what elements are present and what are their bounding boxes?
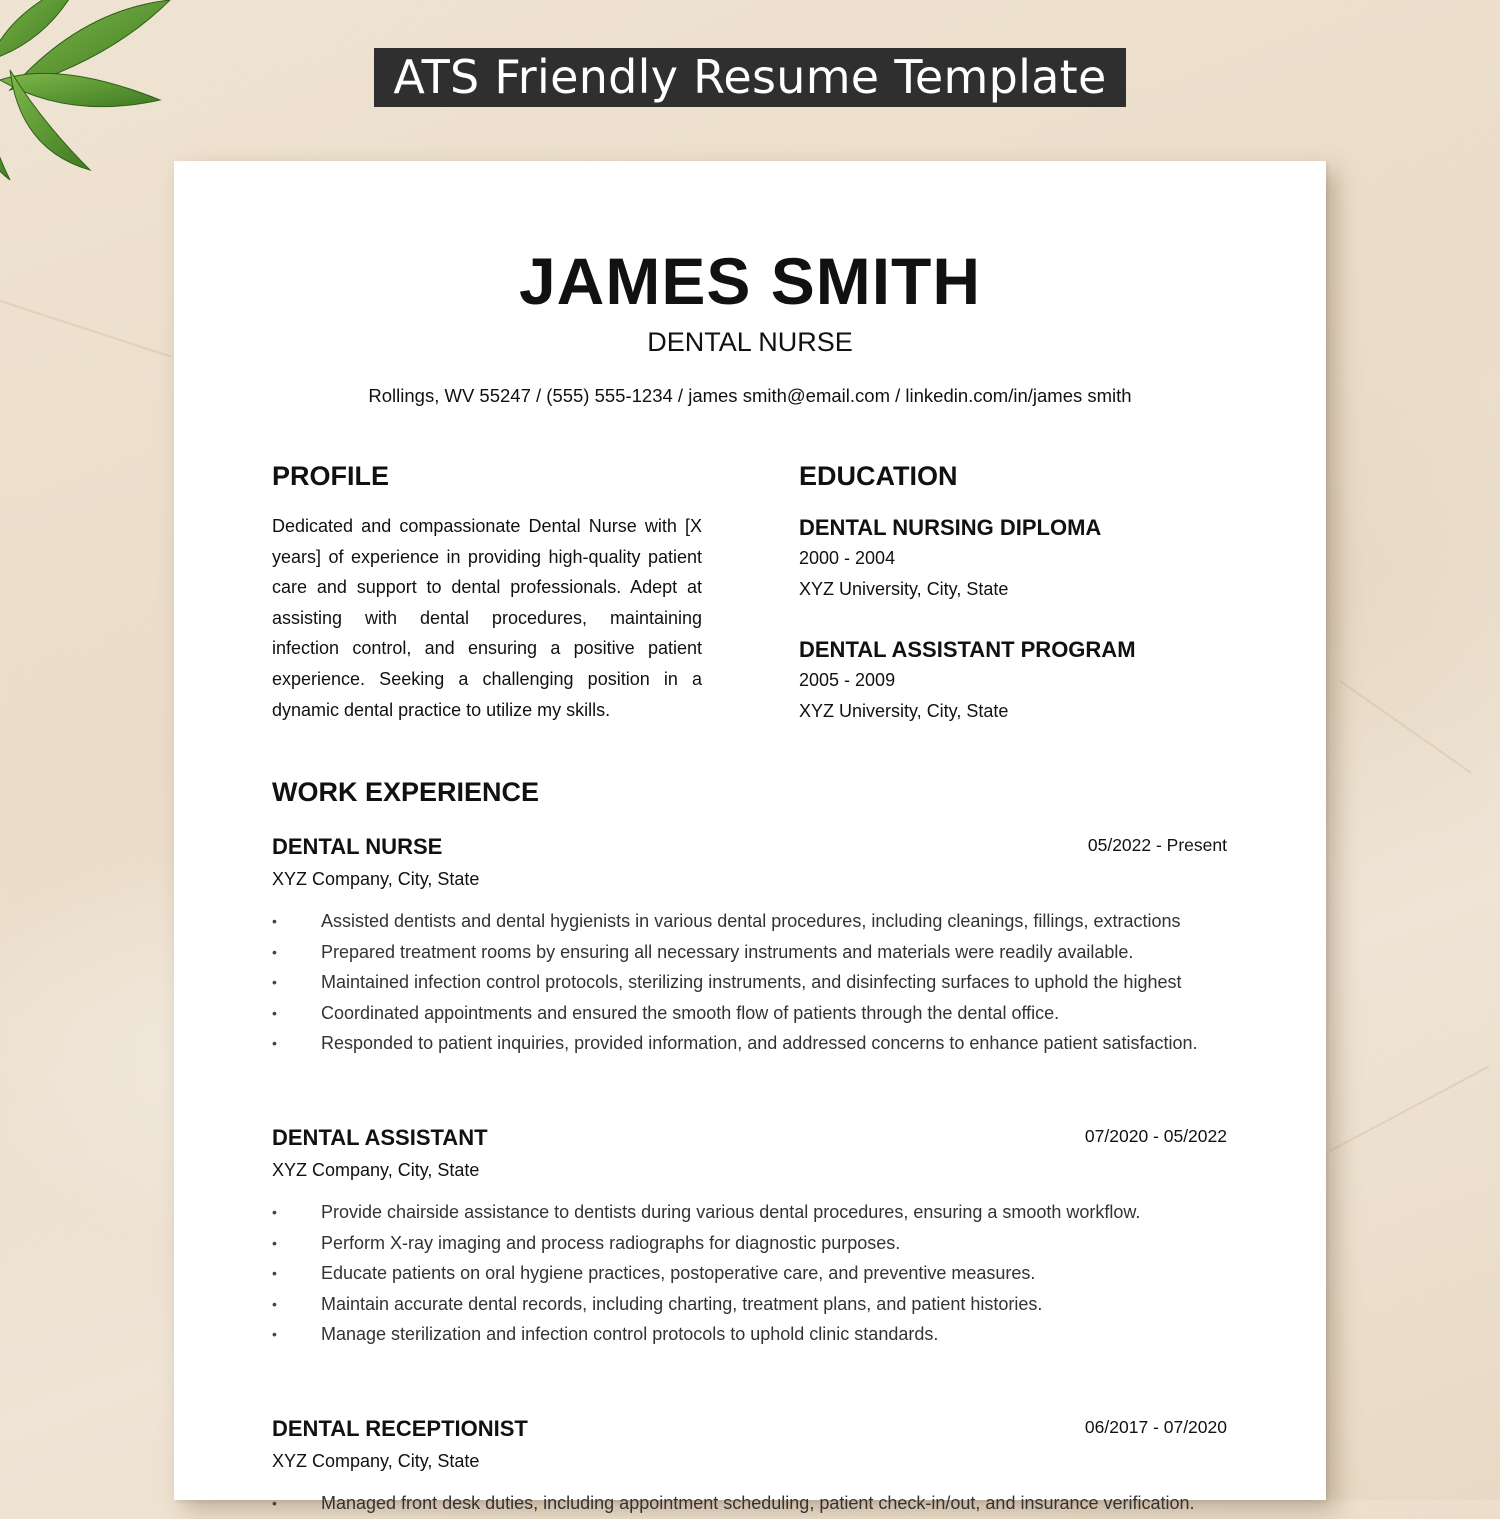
bullet-text: Provide chairside assistance to dentists during various dental procedures, ensuring a smooth workflow.: [321, 1202, 1141, 1222]
banner-title: ATS Friendly Resume Template: [374, 48, 1126, 107]
job-dates: 06/2017 - 07/2020: [1084, 1417, 1227, 1437]
resume-job-title: DENTAL NURSE: [647, 327, 853, 357]
bullet-icon: •: [272, 943, 277, 960]
bullet-item: [272, 1228, 1227, 1259]
marble-vein: [1339, 680, 1471, 773]
bullet-item: [272, 1289, 1227, 1320]
bullet-icon: •: [272, 1326, 277, 1343]
education-title: DENTAL ASSISTANT PROGRAM: [799, 637, 1136, 662]
marble-vein: [0, 300, 171, 358]
job-role: DENTAL RECEPTIONIST: [272, 1416, 528, 1441]
bullet-item: [272, 906, 1227, 937]
bullet-text: Prepared treatment rooms by ensuring all necessary instruments and materials were readily available.: [321, 941, 1134, 962]
education-title: DENTAL NURSING DIPLOMA: [799, 515, 1102, 540]
resume-name: JAMES SMITH: [518, 244, 982, 318]
job-role: DENTAL NURSE: [272, 834, 443, 859]
job-dates: 07/2020 - 05/2022: [1084, 1126, 1227, 1146]
bullet-text: Coordinated appointments and ensured the smooth flow of patients through the dental office.: [321, 1002, 1060, 1023]
job-company: XYZ Company, City, State: [272, 1160, 480, 1180]
bullet-text: Managed front desk duties, including appointment scheduling, patient check-in/out, and insurance verification.: [321, 1493, 1195, 1513]
job-bullet-list: [272, 1197, 1227, 1350]
bullet-item: [272, 998, 1227, 1029]
education-years: 2000 - 2004: [799, 548, 896, 568]
job-entry: [272, 1414, 1227, 1519]
education-school: XYZ University, City, State: [799, 579, 1009, 599]
profile-text: Dedicated and compassionate Dental Nurse with [X years] of experience in providing high-quality patient care and support to dental professionals. Adept at assisting with dental procedures, maintaining infection control, and ensuring a positive patient experience. Seeking a challenging position in a dynamic dental practice to utilize my skills.: [272, 516, 702, 720]
work-experience-heading: WORK EXPERIENCE: [272, 777, 540, 807]
education-item: [799, 513, 1259, 605]
contact-line: Rollings, WV 55247 / (555) 555-1234 / james smith@email.com / linkedin.com/in/james smith: [368, 385, 1132, 406]
bullet-icon: •: [272, 1004, 277, 1021]
bullet-item: [272, 967, 1227, 998]
bullet-text: Educate patients on oral hygiene practices, postoperative care, and preventive measures.: [321, 1263, 1036, 1284]
bullet-icon: •: [272, 913, 277, 929]
bullet-text: Responded to patient inquiries, provided information, and addressed concerns to enhance patient satisfaction.: [321, 1033, 1198, 1054]
education-item: [799, 635, 1259, 727]
bullet-text: Maintain accurate dental records, including charting, treatment plans, and patient histories.: [321, 1293, 1043, 1314]
bullet-icon: •: [272, 1265, 277, 1282]
profile-heading: PROFILE: [272, 461, 390, 491]
education-heading: EDUCATION: [799, 461, 958, 491]
bullet-icon: •: [272, 974, 277, 991]
job-entry: [272, 1123, 1227, 1350]
bullet-text: Assisted dentists and dental hygienists in various dental procedures, including cleanings, fillings, extractions: [321, 911, 1181, 931]
bullet-text: Perform X-ray imaging and process radiographs for diagnostic purposes.: [321, 1232, 901, 1253]
bullet-icon: •: [272, 1495, 277, 1511]
job-bullet-list: [272, 1488, 1227, 1519]
resume-sheet: [174, 161, 1326, 1513]
bullet-icon: •: [272, 1295, 277, 1312]
bullet-item: [272, 1258, 1227, 1289]
plant-icon: [0, 0, 200, 200]
bullet-icon: •: [272, 1035, 277, 1052]
bullet-item: [272, 1028, 1227, 1059]
marble-vein: [1330, 1066, 1490, 1152]
bullet-icon: •: [272, 1234, 277, 1251]
job-entry: [272, 832, 1227, 1059]
bullet-item: [272, 1488, 1227, 1519]
bullet-item: [272, 937, 1227, 968]
education-years: 2005 - 2009: [799, 670, 896, 690]
bullet-item: [272, 1197, 1227, 1228]
bullet-item: [272, 1319, 1227, 1350]
job-role: DENTAL ASSISTANT: [272, 1125, 488, 1150]
education-school: XYZ University, City, State: [799, 701, 1009, 721]
job-company: XYZ Company, City, State: [272, 869, 480, 889]
bullet-icon: •: [272, 1204, 277, 1220]
job-bullet-list: [272, 906, 1227, 1059]
bullet-text: Manage sterilization and infection control protocols to uphold clinic standards.: [321, 1324, 939, 1345]
job-dates: 05/2022 - Present: [1087, 835, 1227, 855]
bullet-text: Maintained infection control protocols, sterilizing instruments, and disinfecting surfaces to uphold the highest: [321, 972, 1182, 993]
job-company: XYZ Company, City, State: [272, 1451, 480, 1471]
